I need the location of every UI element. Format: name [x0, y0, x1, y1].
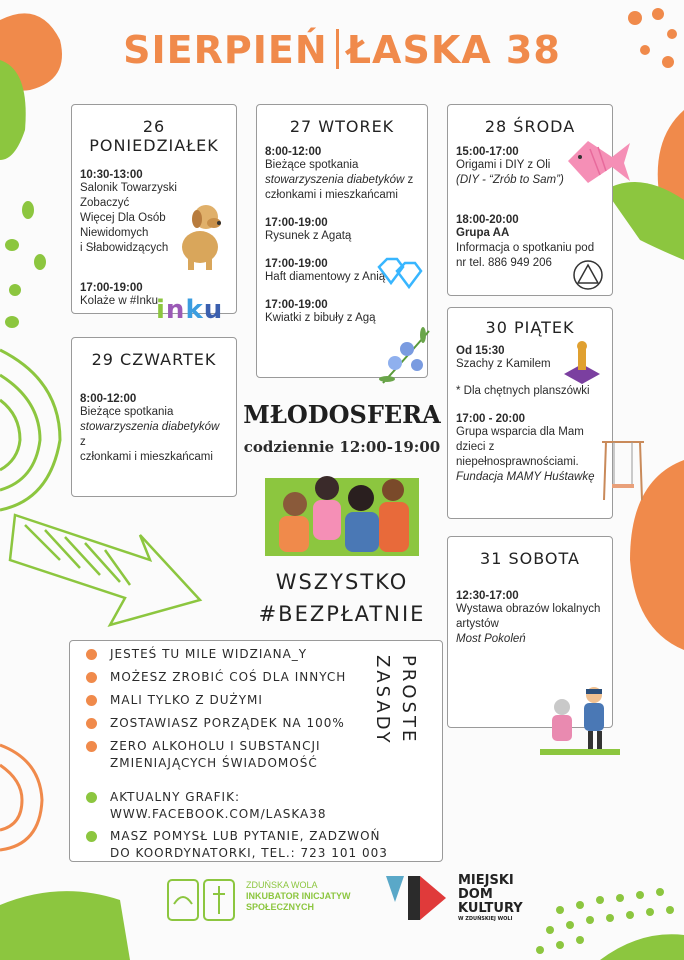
bullet-dot [86, 649, 97, 660]
group-singing-illustration [265, 468, 419, 556]
event-time: 17:00-19:00 [265, 299, 328, 311]
bullet-dot [86, 792, 97, 803]
zdunska-wola-crest-icon [166, 878, 236, 924]
incubator-logo-text: ZDUŃSKA WOLA INKUBATOR INICJATYW SPOŁECZNYCH [246, 880, 351, 912]
fish-icon [566, 139, 632, 185]
day-title: 26 PONIEDZIAŁEK [89, 117, 219, 155]
swing-icon [598, 436, 648, 502]
event-time: 15:00-17:00 [456, 146, 519, 158]
event-desc: Haft diamentowy z Anią [265, 271, 386, 283]
aa-logo-icon [572, 259, 604, 291]
day-card-saturday [447, 536, 613, 728]
event-desc: Szachy z Kamilem [456, 358, 551, 370]
event-time: 17:00-19:00 [80, 282, 143, 294]
event-time: Od 15:30 [456, 345, 505, 357]
event-desc: Rysunek z Agatą [265, 230, 352, 242]
event-desc: Grupa wsparcia dla Mam dzieci z niepełnosprawnościami. Fundacja MAMY Huśtawkę [456, 426, 595, 483]
day-card-wednesday [447, 104, 613, 296]
location-label: ŁASKA 38 [346, 28, 561, 72]
day-card-friday [447, 307, 613, 519]
mdk-logo-text: MIEJSKI DOM KULTURY W ZDUŃSKIEJ WOLI [458, 873, 523, 922]
day-title: 30 PIĄTEK [485, 318, 575, 337]
day-title: 29 CZWARTEK [91, 350, 217, 369]
event-desc: Bieżące spotkania stowarzyszenia diabetyków z członkami i mieszkańcami [80, 406, 220, 463]
day-title: 28 ŚRODA [484, 117, 576, 136]
free-of-charge: WSZYSTKO #BEZPŁATNIE [258, 570, 426, 626]
day-card-thursday [71, 337, 237, 497]
dog-icon [172, 199, 228, 271]
mlodosfera-title: MŁODOSFERA [243, 400, 441, 429]
bullet-dot [86, 831, 97, 842]
facebook-link: WWW.FACEBOOK.COM/LASKA38 [110, 807, 327, 821]
month-label: SIERPIEŃ [123, 28, 328, 72]
event-desc: Origami i DIY z Oli (DIY - “Zrób to Sam”) [456, 159, 564, 186]
mdk-logo-icon [384, 872, 454, 922]
event-desc: Wystawa obrazów lokalnych artystów Most Pokoleń [456, 603, 601, 645]
event-time: 8:00-12:00 [80, 393, 137, 405]
event-desc: Grupa AA Informacja o spotkaniu pod nr tel. 886 949 206 [456, 227, 595, 269]
title-divider [336, 29, 339, 69]
chess-icon [560, 340, 604, 384]
event-time: 17:00 - 20:00 [456, 413, 526, 425]
event-time: 10:30-13:00 [80, 169, 143, 181]
event-time: 12:30-17:00 [456, 590, 519, 602]
event-time: 17:00-19:00 [265, 258, 328, 270]
event-note: * Dla chętnych planszówki [456, 385, 590, 397]
day-card-monday [71, 104, 237, 325]
diamond-icon [375, 255, 423, 291]
day-card-tuesday [256, 104, 428, 378]
event-desc: Salonik Towarzyski Zobaczyć Więcej Dla Osób Niewidomych i Słabowidzących [80, 182, 177, 254]
page-title [0, 28, 684, 72]
rules-heading-2: ZASADY [372, 655, 393, 746]
event-time: 18:00-20:00 [456, 214, 519, 226]
rules-heading-1: PROSTE [398, 655, 419, 745]
opening-hours: codziennie 12:00-19:00 [243, 438, 441, 456]
event-desc: Kolaże w #Inku [80, 295, 158, 307]
bullet-dot [86, 672, 97, 683]
seniors-illustration [540, 677, 620, 757]
event-desc: Kwiatki z bibuły z Agą [265, 312, 376, 324]
event-time: 8:00-12:00 [265, 146, 322, 158]
event-desc: Bieżące spotkania stowarzyszenia diabetyków z członkami i mieszkańcami [265, 159, 414, 201]
day-title: 31 SOBOTA [480, 549, 580, 568]
bullet-dot [86, 695, 97, 706]
day-title: 27 WTOREK [289, 117, 395, 136]
bullet-dot [86, 718, 97, 729]
rules-box: JESTEŚ TU MILE WIDZIANA_Y MOŻESZ ZROBIĆ COŚ DLA INNYCH MALI TYLKO Z DUŻYMI ZOSTAWIASZ PORZĄDEK NA 100% ZERO ALKOHOLU I SUBSTANCJI ZMIENIAJĄCYCH ŚWIADOMOŚĆ AKTUALNY GRAFIK: WWW.FACEBOOK.COM/LASKA38 MASZ POMYSŁ LUB PYTANIE, ZADZWOŃ DO KOORDYNATORKI, TEL.: 723 101 003 PROSTE ZASADY [69, 640, 443, 862]
inku-logo: inku [156, 295, 224, 325]
flower-icon [373, 321, 431, 387]
bullet-dot [86, 741, 97, 752]
event-time: 17:00-19:00 [265, 217, 328, 229]
